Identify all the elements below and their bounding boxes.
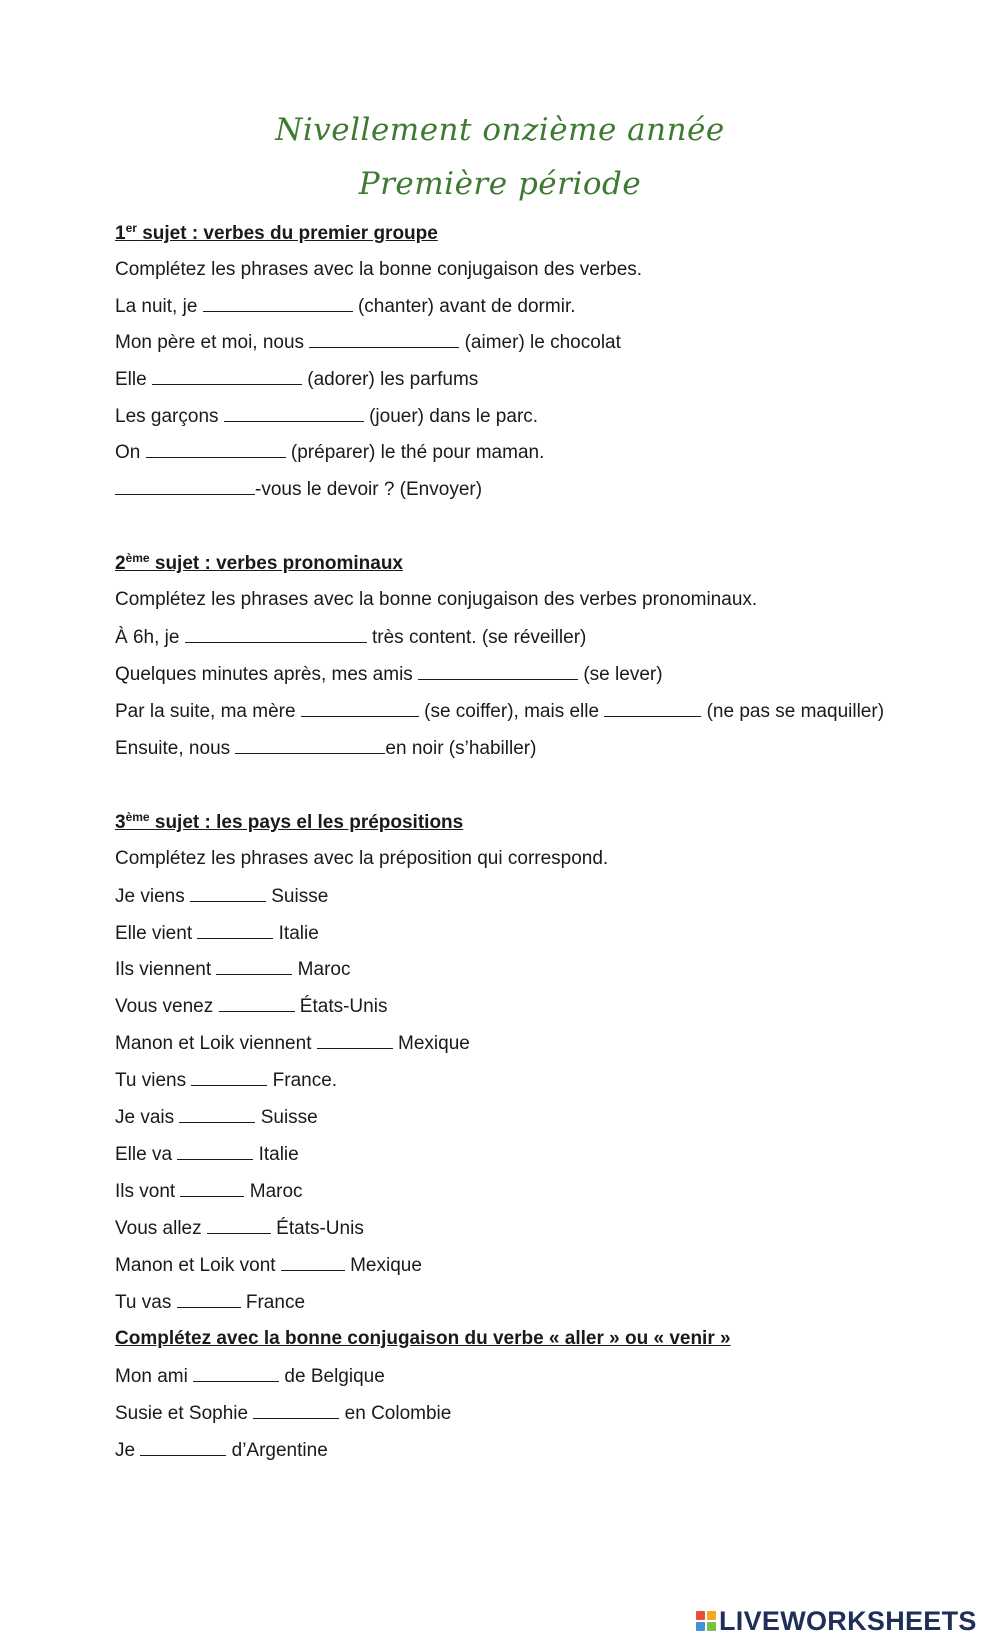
exercise-text: Manon et Loik vont <box>115 1255 281 1276</box>
exercise-line <box>115 662 663 687</box>
exercise-text: Mexique <box>344 1255 422 1276</box>
exercise-text: On <box>115 442 146 463</box>
answer-blank[interactable] <box>224 404 364 422</box>
exercise-line <box>115 1401 451 1426</box>
worksheet-subtitle: Première période <box>358 166 642 202</box>
answer-blank[interactable] <box>191 1068 267 1086</box>
section3-number: 3 <box>115 812 126 833</box>
section3-heading <box>115 811 463 835</box>
section1-ordinal: er <box>125 221 137 235</box>
exercise-text: Les garçons <box>115 406 224 427</box>
exercise-text: (aimer) le chocolat <box>459 332 621 353</box>
answer-blank[interactable] <box>197 921 273 939</box>
exercise-text: Je <box>115 1440 141 1461</box>
exercise-text: en Colombie <box>339 1403 452 1424</box>
exercise-text: -vous le devoir ? (Envoyer) <box>255 479 483 500</box>
exercise-text: (jouer) dans le parc. <box>363 406 539 427</box>
answer-blank[interactable] <box>309 330 459 348</box>
answer-blank[interactable] <box>185 625 367 643</box>
answer-blank[interactable] <box>203 294 353 312</box>
exercise-line <box>115 994 387 1019</box>
section3-ordinal: ème <box>125 810 150 824</box>
exercise-text: Italie <box>253 1144 299 1165</box>
section2-heading <box>115 552 403 576</box>
exercise-line <box>115 1253 422 1278</box>
logo-square <box>696 1611 705 1620</box>
exercise-text: Maroc <box>244 1181 303 1202</box>
answer-blank[interactable] <box>152 367 302 385</box>
answer-blank[interactable] <box>604 699 701 717</box>
answer-blank[interactable] <box>281 1253 345 1271</box>
liveworksheets-logo[interactable] <box>696 1606 977 1636</box>
exercise-text: Elle <box>115 369 152 390</box>
exercise-text: Ils viennent <box>115 959 217 980</box>
section4-heading: Complétez avec la bonne conjugaison du verbe « aller » ou « venir » <box>115 1328 731 1349</box>
section1-instruction: Complétez les phrases avec la bonne conjugaison des verbes. <box>115 259 643 280</box>
exercise-text: Je viens <box>115 886 190 907</box>
exercise-line <box>115 1438 328 1463</box>
exercise-text: en noir (s’habiller) <box>385 738 537 759</box>
exercise-text: France <box>240 1292 306 1313</box>
exercise-line <box>115 1290 305 1315</box>
exercise-text: France. <box>267 1070 338 1091</box>
answer-blank[interactable] <box>115 477 255 495</box>
answer-blank[interactable] <box>219 994 295 1012</box>
exercise-text: (préparer) le thé pour maman. <box>285 442 545 463</box>
exercise-text: Mon père et moi, nous <box>115 332 310 353</box>
exercise-text: Suisse <box>255 1107 318 1128</box>
exercise-line <box>115 477 482 502</box>
exercise-text: À 6h, je <box>115 627 185 648</box>
logo-square <box>707 1611 716 1620</box>
exercise-text: très content. (se réveiller) <box>366 627 587 648</box>
section1-heading <box>115 222 438 246</box>
answer-blank[interactable] <box>190 884 266 902</box>
logo-text: LIVEWORKSHEETS <box>719 1605 977 1636</box>
exercise-text: Maroc <box>292 959 351 980</box>
exercise-text: Italie <box>273 923 319 944</box>
exercise-line <box>115 1364 385 1389</box>
exercise-line <box>115 1105 318 1130</box>
exercise-text: Ils vont <box>115 1181 181 1202</box>
exercise-line <box>115 294 576 319</box>
answer-blank[interactable] <box>180 1179 244 1197</box>
answer-blank[interactable] <box>193 1364 279 1382</box>
exercise-text: Quelques minutes après, mes amis <box>115 664 419 685</box>
exercise-line <box>115 367 478 392</box>
exercise-text: Elle va <box>115 1144 178 1165</box>
exercise-line <box>115 404 538 429</box>
section2-ordinal: ème <box>125 551 150 565</box>
exercise-text: (ne pas se maquiller) <box>701 701 885 722</box>
section3-heading-text: sujet : les pays el les prépositions <box>149 812 464 833</box>
exercise-text: Elle vient <box>115 923 198 944</box>
exercise-text: (chanter) avant de dormir. <box>352 296 576 317</box>
section2-instruction: Complétez les phrases avec la bonne conjugaison des verbes pronominaux. <box>115 589 758 610</box>
section1-number: 1 <box>115 223 126 244</box>
exercise-text: Mon ami <box>115 1366 194 1387</box>
exercise-text: Suisse <box>265 886 329 907</box>
logo-square <box>696 1622 705 1631</box>
worksheet-title: Nivellement onzième année <box>275 112 725 148</box>
answer-blank[interactable] <box>216 957 292 975</box>
exercise-text: Mexique <box>392 1033 470 1054</box>
exercise-line <box>115 1068 337 1093</box>
exercise-text: Susie et Sophie <box>115 1403 254 1424</box>
answer-blank[interactable] <box>235 736 385 754</box>
section2-heading-text: sujet : verbes pronominaux <box>149 553 404 574</box>
exercise-line <box>115 736 536 761</box>
answer-blank[interactable] <box>317 1031 393 1049</box>
section2-number: 2 <box>115 553 126 574</box>
exercise-text: Par la suite, ma mère <box>115 701 301 722</box>
answer-blank[interactable] <box>418 662 578 680</box>
exercise-line <box>115 884 328 909</box>
answer-blank[interactable] <box>146 440 286 458</box>
answer-blank[interactable] <box>140 1438 226 1456</box>
exercise-line <box>115 699 884 724</box>
exercise-line <box>115 1216 364 1241</box>
logo-grid-icon <box>696 1611 716 1631</box>
exercise-text: Vous venez <box>115 996 219 1017</box>
exercise-text: Manon et Loik viennent <box>115 1033 317 1054</box>
answer-blank[interactable] <box>253 1401 339 1419</box>
answer-blank[interactable] <box>179 1105 255 1123</box>
exercise-text: de Belgique <box>279 1366 385 1387</box>
exercise-line <box>115 1179 303 1204</box>
answer-blank[interactable] <box>177 1142 253 1160</box>
exercise-text: États-Unis <box>294 996 388 1017</box>
exercise-line <box>115 330 621 355</box>
exercise-text: Tu vas <box>115 1292 177 1313</box>
answer-blank[interactable] <box>301 699 419 717</box>
section3-instruction: Complétez les phrases avec la préposition qui correspond. <box>115 848 609 869</box>
exercise-text: Vous allez <box>115 1218 207 1239</box>
exercise-line <box>115 1142 299 1167</box>
exercise-text: Ensuite, nous <box>115 738 236 759</box>
exercise-line <box>115 440 544 465</box>
exercise-text: (se coiffer), mais elle <box>418 701 605 722</box>
exercise-line <box>115 625 586 650</box>
section1-heading-text: sujet : verbes du premier groupe <box>136 223 438 244</box>
exercise-line <box>115 921 319 946</box>
answer-blank[interactable] <box>207 1216 271 1234</box>
exercise-text: d’Argentine <box>226 1440 328 1461</box>
logo-square <box>707 1622 716 1631</box>
exercise-text: Tu viens <box>115 1070 192 1091</box>
exercise-text: La nuit, je <box>115 296 203 317</box>
exercise-text: (adorer) les parfums <box>301 369 479 390</box>
exercise-text: Je vais <box>115 1107 180 1128</box>
exercise-text: (se lever) <box>578 664 663 685</box>
exercise-text: États-Unis <box>270 1218 364 1239</box>
answer-blank[interactable] <box>177 1290 241 1308</box>
exercise-line <box>115 1031 470 1056</box>
exercise-line <box>115 957 350 982</box>
